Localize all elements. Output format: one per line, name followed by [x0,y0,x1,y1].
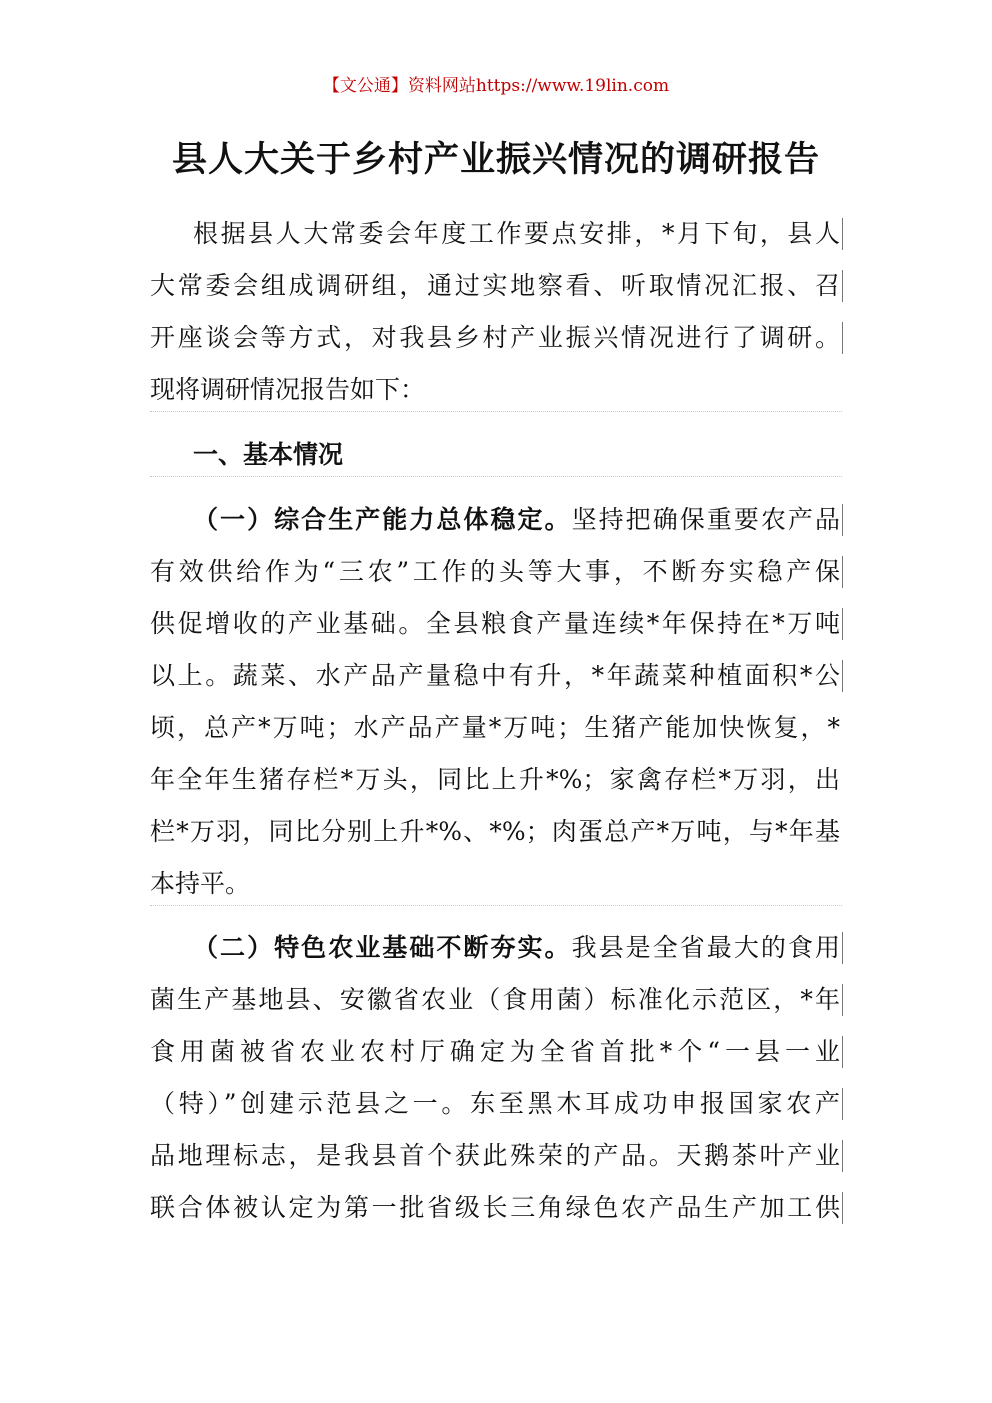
para2-lead-rest: 我县是全省最大的食用 [571,933,840,962]
intro-line: 大常委会组成调研组，通过实地察看、听取情况汇报、召 [150,271,840,300]
margin-marker [842,504,843,536]
para1-line: 供促增收的产业基础。全县粮食产量连续*年保持在*万吨 [150,609,840,638]
margin-marker [842,932,843,964]
para1-line: 栏*万羽，同比分别上升*%、*%；肉蛋总产*万吨，与*年基 [150,817,840,846]
para1-first-line [193,500,840,540]
para1-line: 有效供给作为“三农”工作的头等大事，不断夯实稳产保 [150,557,840,586]
paragraph-divider [150,905,842,906]
margin-marker [842,1140,843,1172]
paragraph-divider [150,411,842,412]
para2-first-line [193,928,840,968]
para1-line: 年全年生猪存栏*万头，同比上升*%；家禽存栏*万羽，出 [150,765,840,794]
para1-line: 顷，总产*万吨；水产品产量*万吨；生猪产能加快恢复，* [150,713,840,742]
margin-marker [842,556,843,588]
watermark-header: 【文公通】资料网站https://www.19lin.com [322,76,670,96]
document-title: 县人大关于乡村产业振兴情况的调研报告 [171,139,820,180]
para1-lead: （一）综合生产能力总体稳定。 [193,505,572,534]
section-heading: 一、基本情况 [193,440,344,469]
margin-marker [842,660,843,692]
para2-lead: （二）特色农业基础不断夯实。 [193,933,572,962]
intro-line: 现将调研情况报告如下： [150,375,426,404]
margin-marker [842,218,843,250]
para2-line: 联合体被认定为第一批省级长三角绿色农产品生产加工供 [150,1193,840,1222]
intro-line: 根据县人大常委会年度工作要点安排，*月下旬，县人 [193,219,840,248]
margin-marker [842,1036,843,1068]
para2-line: 菌生产基地县、安徽省农业（食用菌）标准化示范区，*年 [150,985,840,1014]
paragraph-divider [150,476,842,477]
margin-marker [842,608,843,640]
para1-line: 本持平。 [150,869,251,898]
intro-line: 开座谈会等方式，对我县乡村产业振兴情况进行了调研。 [150,323,840,352]
para2-line: 品地理标志，是我县首个获此殊荣的产品。天鹅茶叶产业 [150,1141,840,1170]
para2-line: 食用菌被省农业农村厅确定为全省首批*个“一县一业 [150,1037,840,1066]
margin-marker [842,1192,843,1224]
margin-marker [842,984,843,1016]
margin-marker [842,322,843,354]
para1-line: 以上。蔬菜、水产品产量稳中有升，*年蔬菜种植面积*公 [150,661,840,690]
para2-line: （特）”创建示范县之一。东至黑木耳成功申报国家农产 [150,1089,840,1118]
margin-marker [842,270,843,302]
margin-marker [842,1088,843,1120]
para1-lead-rest: 坚持把确保重要农产品 [571,505,840,534]
